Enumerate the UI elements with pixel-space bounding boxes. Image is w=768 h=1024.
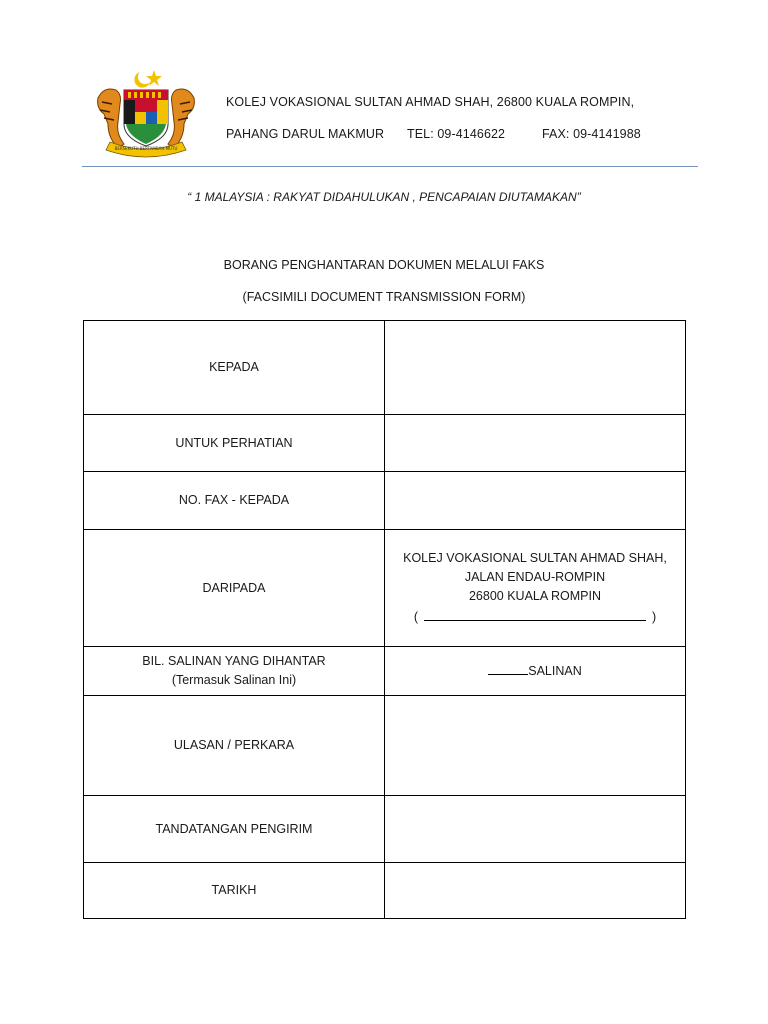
daripada-line3: 26800 KUALA ROMPIN — [468, 589, 601, 603]
label-tarikh: TARIKH — [84, 863, 385, 919]
bil-salinan-title: BIL. SALINAN YANG DIHANTAR — [142, 654, 326, 668]
field-tarikh[interactable] — [385, 863, 686, 919]
row-daripada — [84, 530, 686, 647]
header-tel: TEL: 09-4146622 — [407, 127, 506, 141]
field-bil-salinan — [385, 647, 686, 696]
row-kepada — [84, 321, 686, 415]
row-tandatangan — [84, 796, 686, 863]
label-bil-salinan — [84, 647, 385, 696]
row-tarikh — [84, 863, 686, 919]
daripada-line2: JALAN ENDAU-ROMPIN — [464, 570, 606, 584]
fax-form-table — [83, 320, 686, 919]
salinan-label: SALINAN — [528, 663, 582, 678]
row-bil-salinan — [84, 647, 686, 696]
label-daripada: DARIPADA — [84, 530, 385, 647]
form-title: BORANG PENGHANTARAN DOKUMEN MELALUI FAKS — [223, 258, 545, 272]
field-untuk-perhatian[interactable] — [385, 415, 686, 472]
salinan-count-blank[interactable] — [488, 662, 528, 675]
label-no-fax: NO. FAX - KEPADA — [84, 472, 385, 530]
label-ulasan: ULASAN / PERKARA — [84, 696, 385, 796]
bil-salinan-note: (Termasuk Salinan Ini) — [171, 673, 297, 687]
row-no-fax — [84, 472, 686, 530]
coat-of-arms-logo — [90, 68, 202, 160]
daripada-line1: KOLEJ VOKASIONAL SULTAN AHMAD SHAH, — [403, 551, 667, 565]
open-paren: ( — [413, 610, 418, 624]
header-state: PAHANG DARUL MAKMUR — [226, 127, 385, 141]
svg-text:BERSEKUTU BERTAMBAH MUTU: BERSEKUTU BERTAMBAH MUTU — [114, 146, 178, 151]
field-daripada — [385, 530, 686, 647]
header-fax: FAX: 09-4141988 — [542, 127, 641, 141]
field-tandatangan[interactable] — [385, 796, 686, 863]
field-no-fax[interactable] — [385, 472, 686, 530]
label-tandatangan: TANDATANGAN PENGIRIM — [84, 796, 385, 863]
label-kepada: KEPADA — [84, 321, 385, 415]
form-subtitle: (FACSIMILI DOCUMENT TRANSMISSION FORM) — [242, 290, 526, 304]
header-divider — [82, 166, 698, 167]
row-ulasan — [84, 696, 686, 796]
field-kepada[interactable] — [385, 321, 686, 415]
close-paren: ) — [652, 610, 657, 624]
row-untuk-perhatian — [84, 415, 686, 472]
motto-text: “ 1 MALAYSIA : RAKYAT DIDAHULUKAN , PENCAPAIAN DIUTAMAKAN” — [187, 190, 581, 204]
daripada-blank-line[interactable] — [424, 608, 646, 621]
field-ulasan[interactable] — [385, 696, 686, 796]
daripada-blank — [385, 608, 685, 627]
label-untuk-perhatian: UNTUK PERHATIAN — [84, 415, 385, 472]
header-address-line: KOLEJ VOKASIONAL SULTAN AHMAD SHAH, 26800 KUALA ROMPIN, — [226, 95, 635, 109]
